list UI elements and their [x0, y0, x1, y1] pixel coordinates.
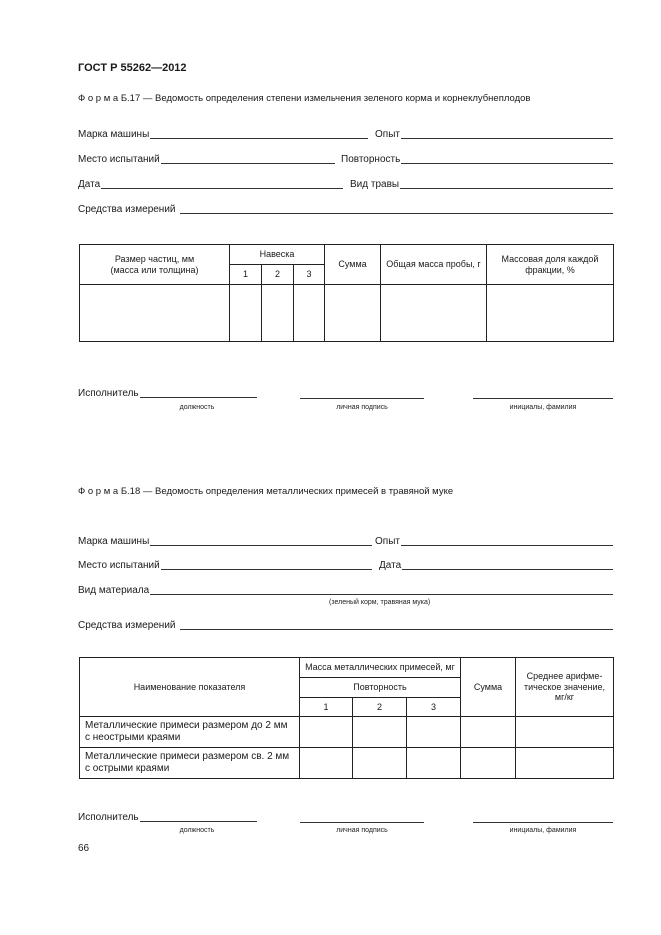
f17-instruments-field: [78, 204, 613, 216]
f17-position-line: [140, 397, 257, 398]
f17-date-field: [78, 179, 343, 191]
f18-initials-caption: инициалы, фамилия: [509, 827, 577, 834]
f17-signature-line: [300, 398, 424, 399]
f18-col-sum-header: Сумма: [461, 658, 516, 717]
f17-col-total-mass-header: Общая масса пробы, г: [381, 245, 487, 285]
f17-col-sample-header: Навеска: [230, 245, 325, 265]
f17-col-fraction-line: фракции, %: [525, 264, 575, 275]
form-17-heading: Б.17 — Ведомость определения степени измельчения зеленого корма и корнеклубнеплодов: [120, 93, 531, 104]
f17-initials-caption: инициалы, фамилия: [509, 404, 577, 411]
f17-experiment-line: [401, 138, 613, 139]
f17-test-site-label: Место испытаний: [78, 154, 160, 165]
f17-instruments-label: Средства измерений: [78, 204, 176, 215]
f17-experiment-field: [375, 129, 613, 141]
f17-repetition-label: Повторность: [341, 154, 401, 165]
f18-material-label: Вид материала: [78, 585, 150, 596]
f18-machine-line: [150, 545, 372, 546]
f17-sub-col-3: 3: [294, 265, 325, 285]
f18-instruments-line: [180, 629, 613, 630]
f18-col-repetition-header: Повторность: [300, 678, 461, 698]
table-cell: [487, 285, 614, 342]
page-number: 66: [78, 843, 90, 854]
f18-test-site-label: Место испытаний: [78, 560, 160, 571]
table-cell: [294, 285, 325, 342]
f17-col-size-header: [80, 245, 230, 285]
f17-date-label: Дата: [78, 179, 101, 190]
f18-col-mean-header: [516, 658, 614, 717]
f17-sub-col-2: 2: [262, 265, 294, 285]
table-cell: [353, 717, 407, 748]
f17-col-fraction-header: [487, 245, 614, 285]
f17-col-size-line: (масса или толщина): [110, 264, 199, 275]
f18-col-mean-line: тическое значение,: [524, 681, 605, 692]
f17-initials-line: [473, 398, 613, 399]
f18-date-field: [379, 560, 613, 572]
table-cell: [230, 285, 262, 342]
table-row: [80, 717, 614, 748]
f18-sub-col-3: 3: [407, 698, 461, 717]
form-18-table: [79, 657, 614, 779]
f18-row-name: [80, 717, 300, 748]
form-17-title: [78, 93, 530, 104]
table-cell: [325, 285, 381, 342]
f17-instruments-line: [180, 213, 613, 214]
f18-machine-label: Марка машины: [78, 536, 150, 547]
f18-initials-line: [473, 822, 613, 823]
f17-grass-type-line: [400, 188, 613, 189]
table-cell: [516, 748, 614, 779]
f18-date-line: [402, 569, 613, 570]
f18-row-name-line: Металлические примеси размером до 2 мм: [85, 720, 288, 731]
f18-col-mean-line: Среднее арифме-: [526, 671, 603, 682]
form-17-prefix: Ф о р м а: [78, 93, 119, 104]
table-cell: [407, 748, 461, 779]
f18-position-line: [140, 821, 257, 822]
f17-grass-type-label: Вид травы: [350, 179, 400, 190]
f17-repetition-field: [341, 154, 613, 166]
form-18-title: [78, 486, 453, 497]
form-18-heading: Б.18 — Ведомость определения металлических примесей в травяной муке: [120, 486, 454, 497]
f18-experiment-label: Опыт: [375, 536, 400, 547]
table-cell: [381, 285, 487, 342]
table-cell: [461, 748, 516, 779]
table-cell: [300, 717, 353, 748]
f18-instruments-label: Средства измерений: [78, 620, 176, 631]
f18-row-name-line: с острыми краями: [85, 763, 170, 774]
table-cell: [80, 285, 230, 342]
f17-machine-field: [78, 129, 368, 141]
table-cell: [262, 285, 294, 342]
f18-signature-line: [300, 822, 424, 823]
table-cell: [461, 717, 516, 748]
f17-col-fraction-line: Массовая доля каждой: [501, 254, 599, 264]
f17-repetition-line: [401, 163, 613, 164]
f17-executor-field: [78, 388, 257, 400]
f18-sub-col-1: 1: [300, 698, 353, 717]
f17-date-line: [101, 188, 343, 189]
f17-position-caption: должность: [179, 404, 215, 411]
f17-machine-line: [150, 138, 368, 139]
form-17-table: [79, 244, 614, 342]
f17-grass-type-field: [350, 179, 613, 191]
f18-instruments-field: [78, 620, 613, 632]
table-cell: [300, 748, 353, 779]
f18-test-site-line: [161, 569, 372, 570]
table-cell: [407, 717, 461, 748]
f17-col-size-line: Размер частиц, мм: [114, 254, 195, 264]
f18-material-line: [150, 594, 613, 595]
table-row: [80, 285, 614, 342]
f18-date-label: Дата: [379, 560, 402, 571]
f18-sub-col-2: 2: [353, 698, 407, 717]
f17-experiment-label: Опыт: [375, 129, 400, 140]
f17-machine-label: Марка машины: [78, 129, 150, 140]
table-row: [80, 748, 614, 779]
f18-signature-caption: личная подпись: [336, 827, 388, 834]
standard-header: ГОСТ Р 55262—2012: [78, 62, 187, 74]
f18-row-name: [80, 748, 300, 779]
f18-executor-field: [78, 812, 257, 824]
f18-row-name-line: с неострыми краями: [85, 732, 181, 743]
f18-position-caption: должность: [179, 827, 215, 834]
f17-signature-caption: личная подпись: [336, 404, 388, 411]
f18-experiment-line: [401, 545, 613, 546]
f17-executor-label: Исполнитель: [78, 388, 139, 399]
table-cell: [516, 717, 614, 748]
f17-col-sum-header: Сумма: [325, 245, 381, 285]
f18-experiment-field: [375, 536, 613, 548]
f18-material-hint: (зеленый корм, травяная мука): [329, 599, 431, 606]
form-18-prefix: Ф о р м а: [78, 486, 119, 497]
f18-col-indicator-header: Наименование показателя: [80, 658, 300, 717]
f17-test-site-field: [78, 154, 335, 166]
f18-col-mean-line: мг/кг: [554, 692, 575, 703]
f18-executor-label: Исполнитель: [78, 812, 139, 823]
f18-test-site-field: [78, 560, 372, 572]
f17-test-site-line: [161, 163, 335, 164]
table-cell: [353, 748, 407, 779]
f18-col-mass-header: Масса металлических примесей, мг: [300, 658, 461, 678]
f18-row-name-line: Металлические примеси размером св. 2 мм: [85, 751, 290, 762]
f18-machine-field: [78, 536, 372, 548]
f17-sub-col-1: 1: [230, 265, 262, 285]
f18-material-field: [78, 585, 613, 597]
